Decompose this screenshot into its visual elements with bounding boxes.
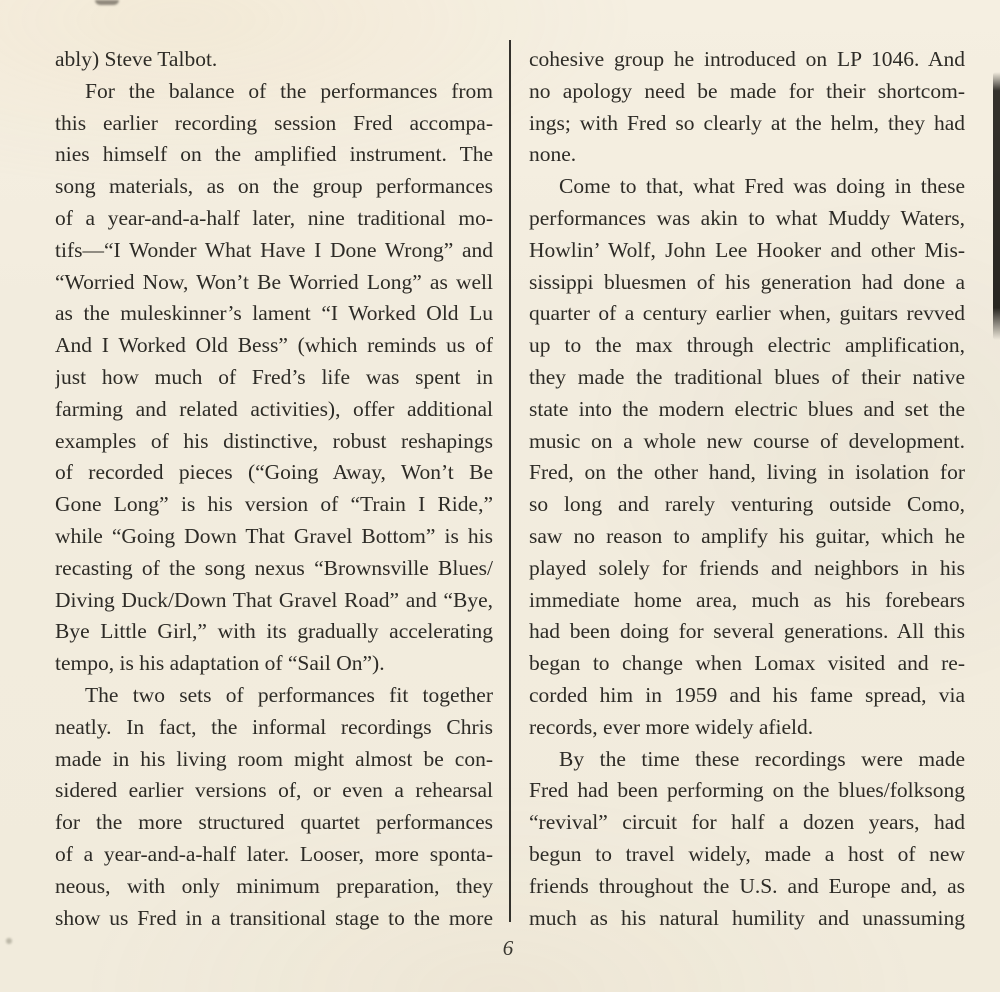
page-number: 6 [502,936,514,960]
left-column [55,44,493,934]
scan-artifact-top-smudge [95,0,119,5]
text-line: tempo, is his adaptation of “Sail On”). [55,651,385,676]
text-line: nies himself on the amplified instrument. The [55,142,493,167]
text-line: neous, with only minimum preparation, they [55,873,493,898]
text-line: ably) Steve Talbot. [55,47,218,71]
text-line: had been doing for several generations. All this [529,619,965,644]
text-line: Howlin’ Wolf, John Lee Hooker and other Mis- [529,237,965,262]
text-line: this earlier recording session Fred accompa- [55,110,493,135]
text-line: tifs—“I Wonder What Have I Done Wrong” and [55,237,493,262]
scan-artifact-speck [6,938,12,944]
text-line: farming and related activities), offer additional [55,396,493,421]
text-line: much as his natural humility and unassuming [529,905,965,930]
text-line: just how much of Fred’s life was spent in [55,364,493,389]
text-line: while “Going Down That Gravel Bottom” is his [55,523,493,548]
text-line: played solely for friends and neighbors in his [529,555,965,580]
column-divider-rule [509,40,511,922]
text-line: corded him in 1959 and his fame spread, via [529,682,965,707]
text-line: “revival” circuit for half a dozen years, had [529,810,965,835]
text-line: they made the traditional blues of their native [529,364,965,389]
text-line: saw no reason to amplify his guitar, which he [529,523,965,548]
text-line: so long and rarely venturing outside Como, [529,492,965,517]
text-line: music on a whole new course of development. [529,428,965,453]
text-line: of recorded pieces (“Going Away, Won’t Be [55,460,493,485]
text-line: By the time these recordings were made [559,746,965,771]
right-column [529,44,965,934]
text-line: friends throughout the U.S. and Europe and, as [529,873,965,898]
text-line: of a year-and-a-half later, nine traditional mo- [55,205,493,230]
text-line: ings; with Fred so clearly at the helm, they had [529,110,965,135]
text-line: immediate home area, much as his forebears [529,587,965,612]
text-line: sissippi bluesmen of his generation had done a [529,269,965,294]
text-line: no apology need be made for their shortcom- [529,78,965,103]
text-line: Fred, on the other hand, living in isolation for [529,460,965,485]
text-line: performances was akin to what Muddy Waters, [529,205,965,230]
text-line: And I Worked Old Bess” (which reminds us of [55,333,493,358]
text-line: made in his living room might almost be con- [55,746,493,771]
text-line: begun to travel widely, made a host of new [529,841,965,866]
text-line: records, ever more widely afield. [529,714,814,739]
text-line: recasting of the song nexus “Brownsville Blues/ [55,555,493,580]
text-line: neatly. In fact, the informal recordings Chris [55,714,493,739]
text-line: Bye Little Girl,” with its gradually accelerating [55,619,493,644]
text-line: For the balance of the performances from [85,78,493,103]
text-line: show us Fred in a transitional stage to the more [55,905,493,930]
text-line: began to change when Lomax visited and re- [529,651,965,676]
text-line: “Worried Now, Won’t Be Worried Long” as well [55,269,493,294]
text-line: quarter of a century earlier when, guitars revved [529,301,965,326]
text-line: examples of his distinctive, robust reshapings [55,428,493,453]
text-line: for the more structured quartet performances [55,810,493,835]
text-line: state into the modern electric blues and set the [529,396,965,421]
text-line: none. [529,142,577,167]
text-line: Fred had been performing on the blues/folksong [529,778,965,803]
text-line: up to the max through electric amplification, [529,333,965,358]
text-line: Gone Long” is his version of “Train I Ride,” [55,492,493,517]
text-line: of a year-and-a-half later. Looser, more sponta- [55,841,493,866]
text-line: Come to that, what Fred was doing in these [559,174,965,199]
text-line: song materials, as on the group performances [55,174,493,199]
text-line: The two sets of performances fit together [85,682,493,707]
scan-artifact-right-edge-strip [993,72,1000,340]
text-line: as the muleskinner’s lament “I Worked Old Lu [55,301,493,326]
text-line: Diving Duck/Down That Gravel Road” and “Bye, [55,587,493,612]
text-line: sidered earlier versions of, or even a rehearsal [55,778,493,803]
text-line: cohesive group he introduced on LP 1046. And [529,47,965,71]
